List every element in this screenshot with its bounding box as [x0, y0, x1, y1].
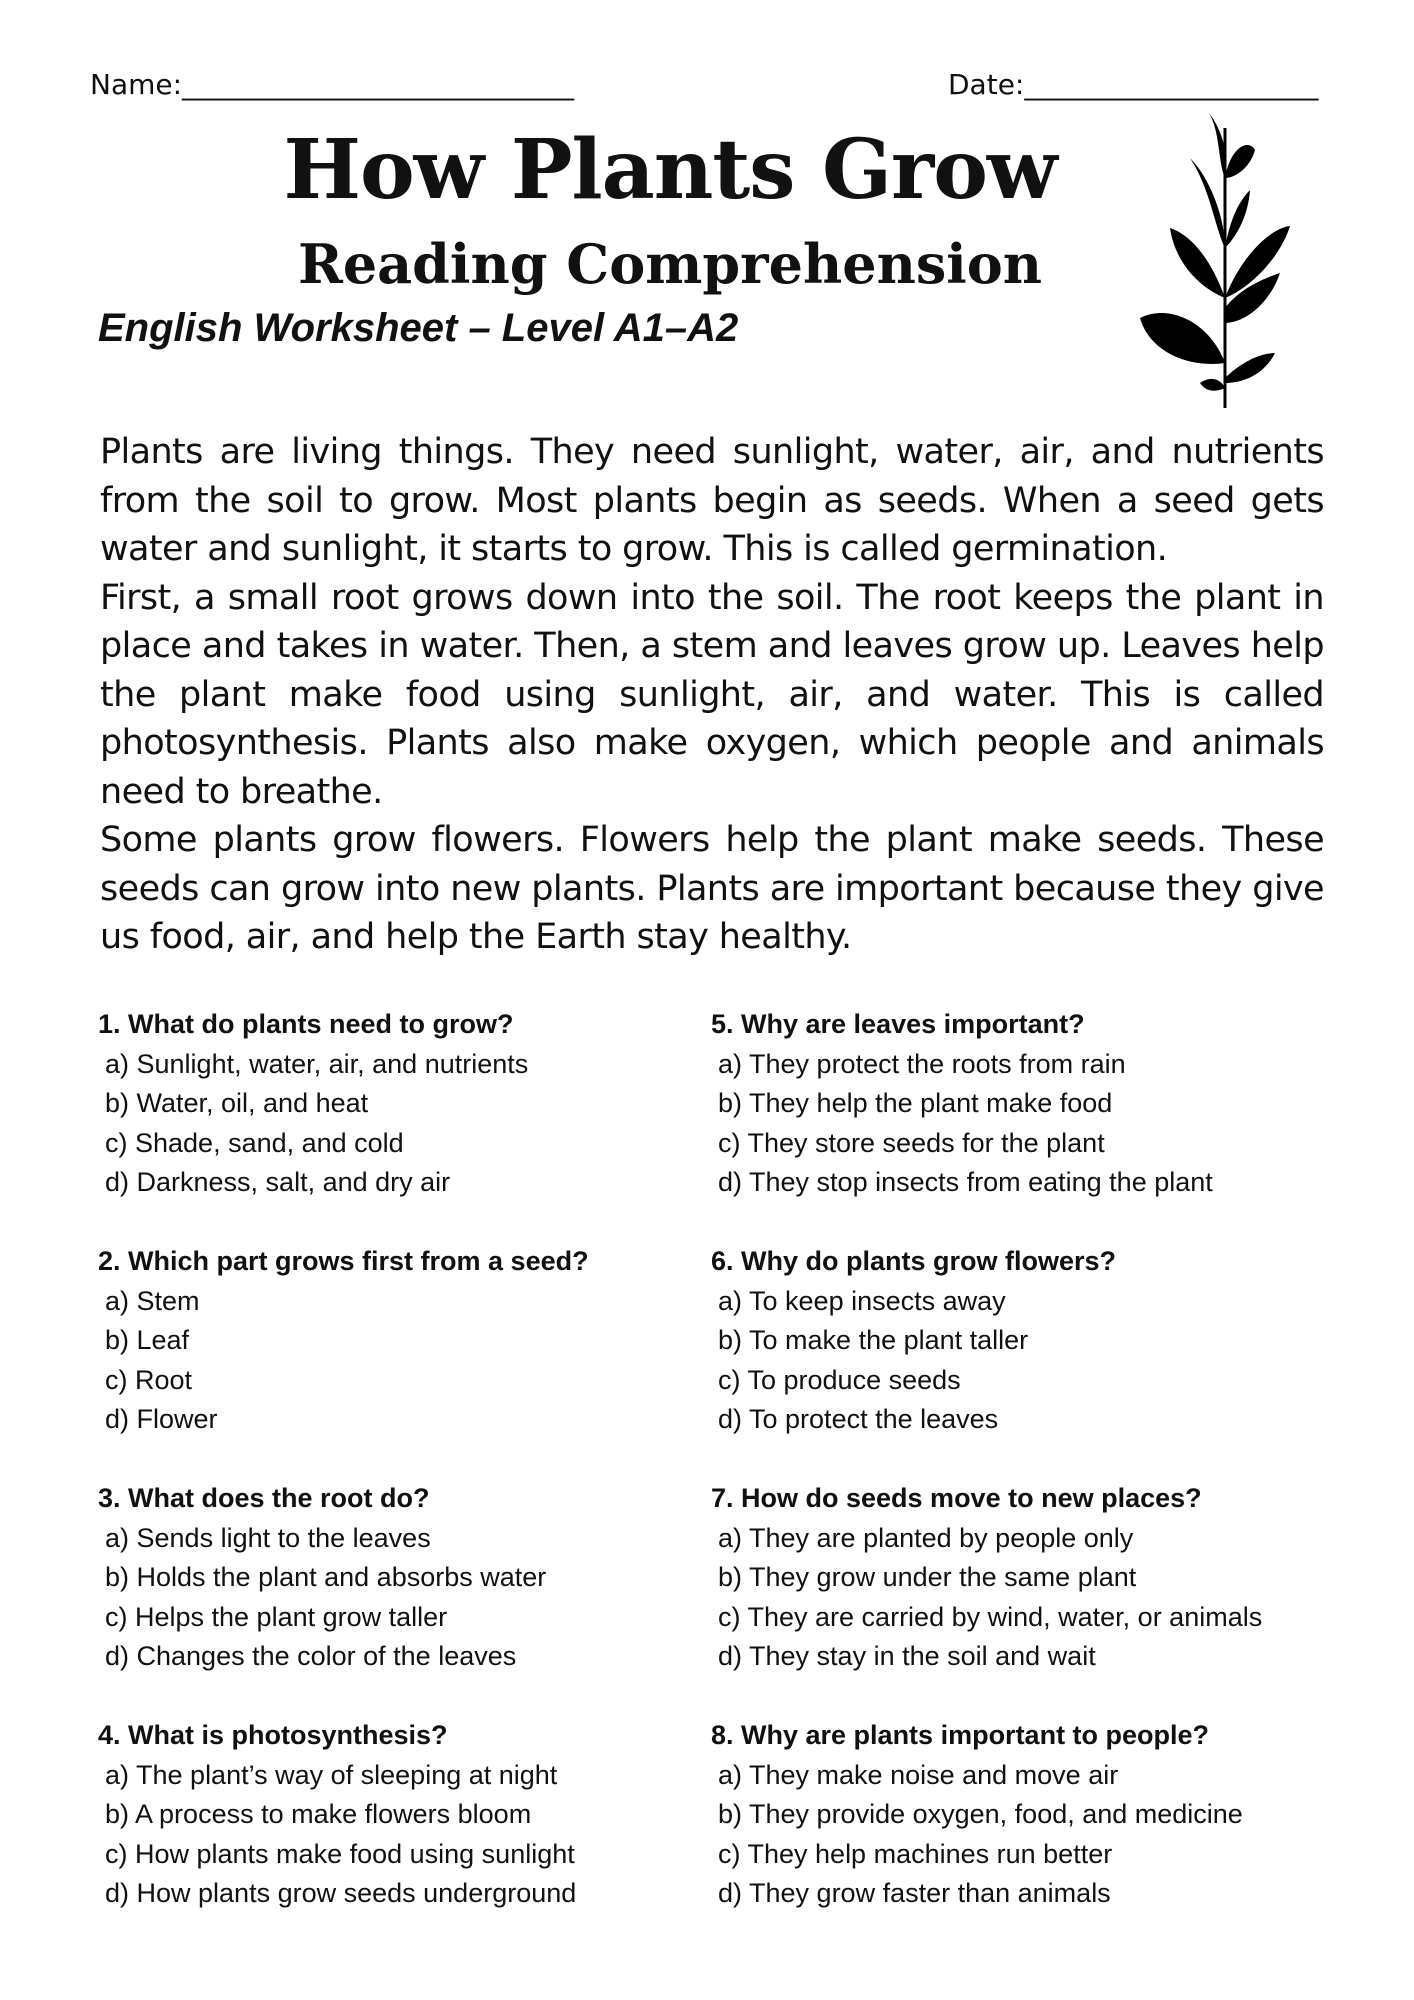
question-text: 6. Why do plants grow flowers?	[711, 1246, 1117, 1276]
answer-option[interactable]: a) To keep insects away	[718, 1285, 1006, 1316]
question-text: 5. Why are leaves important?	[711, 1009, 1085, 1039]
answer-option[interactable]: b) Leaf	[105, 1325, 190, 1355]
question-5	[711, 1005, 1213, 1203]
answer-option[interactable]: d) Darkness, salt, and dry air	[105, 1167, 451, 1197]
question-1	[98, 1005, 528, 1203]
question-text: 2. Which part grows first from a seed?	[98, 1246, 589, 1276]
answer-option[interactable]: a) Sunlight, water, air, and nutrients	[105, 1048, 529, 1079]
answer-option[interactable]: a) They protect the roots from rain	[718, 1048, 1126, 1079]
answer-option[interactable]: c) How plants make food using sunlight	[105, 1838, 575, 1869]
answer-option[interactable]: d) Flower	[105, 1404, 218, 1434]
answer-option[interactable]: c) Helps the plant grow taller	[105, 1601, 448, 1632]
answer-option[interactable]: d) How plants grow seeds underground	[105, 1878, 577, 1908]
answer-option[interactable]: b) Water, oil, and heat	[105, 1088, 369, 1118]
answer-option[interactable]: a) They make noise and move air	[718, 1759, 1119, 1790]
reading-passage	[100, 428, 1324, 962]
passage-paragraph-2: First, a small root grows down into the soil. The root keeps the plant in place and takes in water. Then, a stem and leaves grow up. Leaves help the plant make food using sunlight, air, and water. This is called photosynthesis. Plants also make oxygen, which people and animals need to breathe.	[100, 577, 1324, 812]
answer-option[interactable]: c) They help machines run better	[718, 1838, 1113, 1869]
passage-paragraph-3: Some plants grow flowers. Flowers help the plant make seeds. These seeds can grow into new plants. Plants are important because they give us food, air, and help the Earth stay healthy.	[100, 820, 1324, 957]
worksheet-title: How Plants Grow	[283, 122, 1057, 218]
question-text: 1. What do plants need to grow?	[98, 1009, 514, 1039]
answer-option[interactable]: b) To make the plant taller	[718, 1325, 1029, 1355]
question-6	[711, 1242, 1116, 1440]
plant-illustration	[1130, 108, 1290, 408]
answer-option[interactable]: c) Shade, sand, and cold	[105, 1127, 404, 1158]
answer-option[interactable]: b) Holds the plant and absorbs water	[105, 1562, 547, 1592]
question-text: 7. How do seeds move to new places?	[711, 1483, 1202, 1513]
answer-option[interactable]: d) To protect the leaves	[718, 1404, 999, 1434]
answer-option[interactable]: a) Stem	[105, 1285, 200, 1316]
question-8	[711, 1716, 1243, 1914]
question-text: 4. What is photosynthesis?	[98, 1720, 448, 1750]
answer-option[interactable]: a) They are planted by people only	[718, 1522, 1134, 1553]
worksheet-subtitle: Reading Comprehension	[297, 232, 1043, 296]
answer-option[interactable]: c) They are carried by wind, water, or animals	[718, 1601, 1263, 1632]
answer-option[interactable]: b) They grow under the same plant	[718, 1562, 1137, 1592]
passage-paragraph-1: Plants are living things. They need sunlight, water, air, and nutrients from the soil to grow. Most plants begin as seeds. When a seed gets water and sunlight, it starts to grow. This is called germination.	[100, 432, 1324, 569]
answer-option[interactable]: c) They store seeds for the plant	[718, 1127, 1105, 1158]
date-field[interactable]: Date:_____________________	[948, 68, 1319, 101]
worksheet-level: English Worksheet – Level A1–A2	[98, 306, 739, 350]
answer-option[interactable]: b) A process to make flowers bloom	[105, 1799, 532, 1829]
question-3	[98, 1479, 546, 1677]
answer-option[interactable]: c) Root	[105, 1364, 193, 1395]
answer-option[interactable]: c) To produce seeds	[718, 1364, 961, 1395]
question-text: 3. What does the root do?	[98, 1483, 430, 1513]
answer-option[interactable]: b) They help the plant make food	[718, 1088, 1113, 1118]
name-field[interactable]: Name:____________________________	[90, 68, 575, 101]
question-text: 8. Why are plants important to people?	[711, 1720, 1210, 1750]
answer-option[interactable]: d) They grow faster than animals	[718, 1878, 1111, 1908]
question-4	[98, 1716, 576, 1914]
answer-option[interactable]: a) The plant’s way of sleeping at night	[105, 1759, 558, 1790]
answer-option[interactable]: d) They stop insects from eating the plant	[718, 1167, 1213, 1197]
question-7	[711, 1479, 1262, 1677]
answer-option[interactable]: d) They stay in the soil and wait	[718, 1641, 1096, 1671]
answer-option[interactable]: b) They provide oxygen, food, and medicine	[718, 1799, 1243, 1829]
answer-option[interactable]: a) Sends light to the leaves	[105, 1522, 431, 1553]
question-2	[98, 1242, 589, 1440]
answer-option[interactable]: d) Changes the color of the leaves	[105, 1641, 517, 1671]
